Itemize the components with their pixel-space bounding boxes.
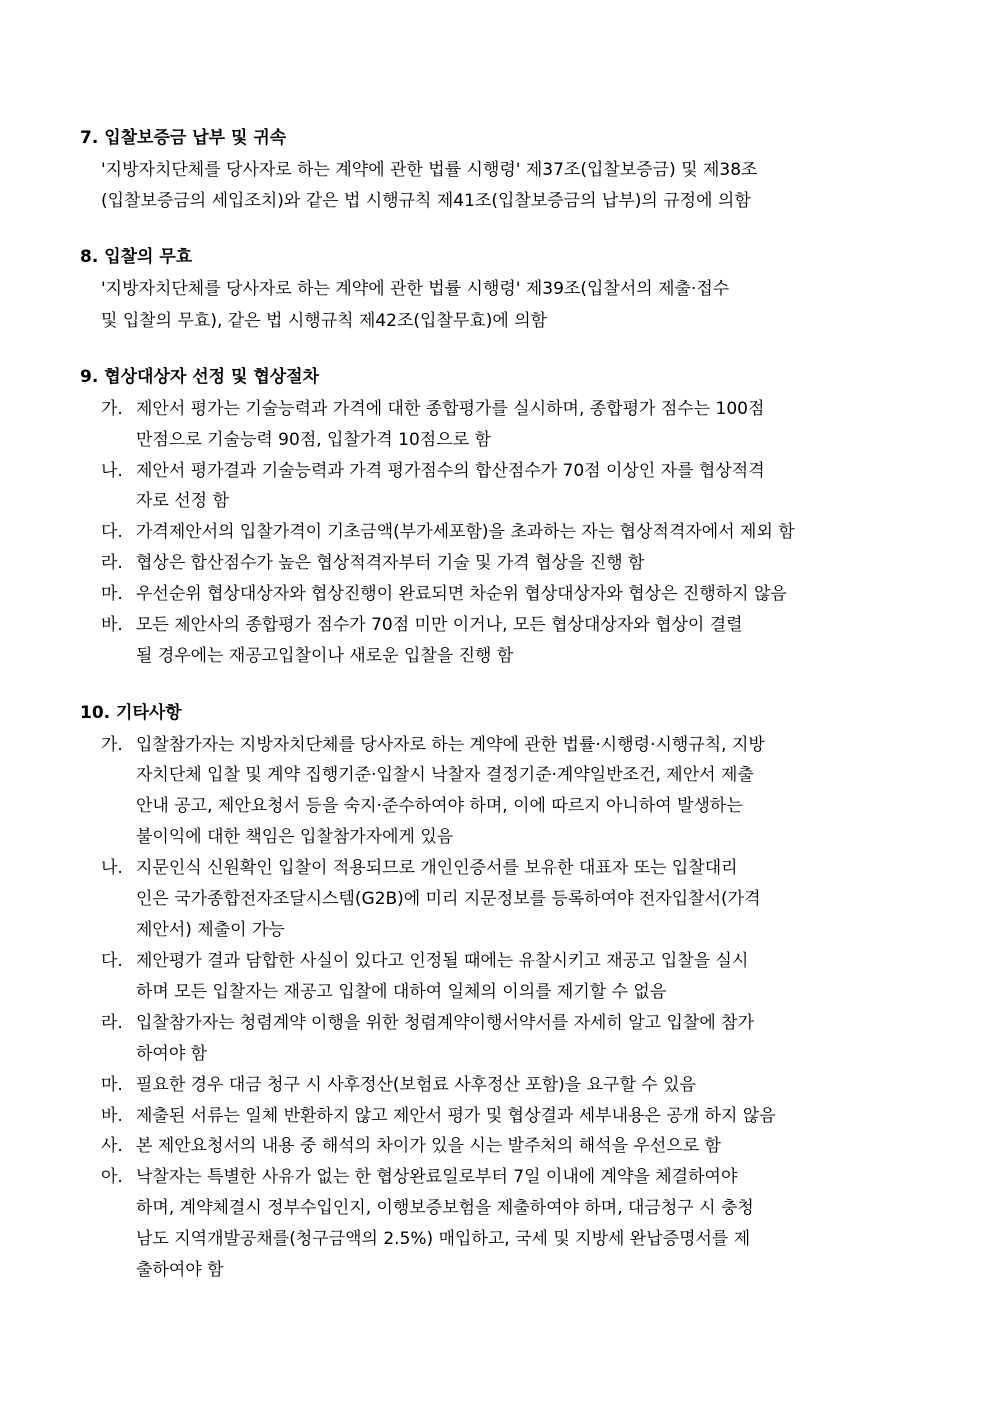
section-10-item-1-line-2: 자치단체 입찰 및 계약 집행기준·입찰시 낙찰자 결정기준·계약일반조건, 제안서 제출 [136, 765, 754, 785]
section-10-item-2-line-3: 제안서) 제출이 가능 [136, 920, 285, 940]
section-9-item-3-label: 다. [101, 522, 123, 542]
section-10-item-5-line-1: 필요한 경우 대금 청구 시 사후정산(보험료 사후정산 포함)을 요구할 수 있음 [136, 1075, 696, 1095]
section-10-item-1-line-3: 안내 공고, 제안요청서 등을 숙지·준수하여야 하며, 이에 따르지 아니하여 발생하는 [136, 796, 743, 816]
section-10-item-2-line-2: 인은 국가종합전자조달시스템(G2B)에 미리 지문정보를 등록하여야 전자입찰서(가격 [136, 889, 761, 909]
section-10-item-3-label: 다. [101, 951, 123, 971]
section-7-line-2: (입찰보증금의 세입조치)와 같은 법 시행규칙 제41조(입찰보증금의 납부)의 규정에 의함 [101, 191, 751, 211]
section-10-item-4-line-2: 하여야 함 [136, 1044, 208, 1064]
section-8-line-1: '지방자치단체를 당사자로 하는 계약에 관한 법률 시행령' 제39조(입찰서의 제출·접수 [101, 279, 730, 299]
section-10-item-8-line-3: 남도 지역개발공채를(청구금액의 2.5%) 매입하고, 국세 및 지방세 완납증명서를 제 [136, 1229, 751, 1249]
section-10-item-1-line-1: 입찰참가자는 지방자치단체를 당사자로 하는 계약에 관한 법률·시행령·시행규칙, 지방 [136, 735, 765, 755]
section-9-item-6-line-1: 모든 제안사의 종합평가 점수가 70점 미만 이거나, 모든 협상대상자와 협상이 결렬 [136, 615, 743, 635]
section-10-item-6-label: 바. [101, 1106, 123, 1126]
section-9-item-2-line-1: 제안서 평가결과 기술능력과 가격 평가점수의 합산점수가 70점 이상인 자를 협상적격 [136, 461, 765, 481]
section-9-item-6-line-2: 될 경우에는 재공고입찰이나 새로운 입찰을 진행 함 [136, 646, 514, 666]
section-8-heading: 8. 입찰의 무효 [80, 247, 193, 267]
section-10-item-7-label: 사. [101, 1136, 123, 1156]
section-9-item-2-line-2: 자로 선정 함 [136, 491, 229, 511]
section-10-item-8-line-4: 출하여야 함 [136, 1260, 224, 1280]
section-10-item-8-label: 아. [101, 1167, 123, 1187]
section-10-item-1-line-4: 불이익에 대한 책임은 입찰참가자에게 있음 [136, 827, 454, 847]
section-9-item-1-line-2: 만점으로 기술능력 90점, 입찰가격 10점으로 함 [136, 430, 491, 450]
section-9-item-5-label: 마. [101, 584, 123, 604]
section-10-item-2-label: 나. [101, 858, 123, 878]
section-9-heading: 9. 협상대상자 선정 및 협상절차 [80, 367, 320, 387]
section-9-item-1-line-1: 제안서 평가는 기술능력과 가격에 대한 종합평가를 실시하며, 종합평가 점수는 100점 [136, 399, 765, 419]
section-10-item-5-label: 마. [101, 1075, 123, 1095]
section-10-item-4-line-1: 입찰참가자는 청렴계약 이행을 위한 청렴계약이행서약서를 자세히 알고 입찰에 참가 [136, 1013, 754, 1033]
section-10-item-8-line-1: 낙찰자는 특별한 사유가 없는 한 협상완료일로부터 7일 이내에 계약을 체결하여야 [136, 1167, 738, 1187]
section-9-item-4-line-1: 협상은 합산점수가 높은 협상적격자부터 기술 및 가격 협상을 진행 함 [136, 553, 645, 573]
section-10-item-8-line-2: 하며, 계약체결시 정부수입인지, 이행보증보험을 제출하여야 하며, 대금청구 시 충청 [136, 1198, 754, 1218]
section-10-item-2-line-1: 지문인식 신원확인 입찰이 적용되므로 개인인증서를 보유한 대표자 또는 입찰대리 [136, 858, 738, 878]
section-10-item-1-label: 가. [101, 735, 123, 755]
section-10-item-7-line-1: 본 제안요청서의 내용 중 해석의 차이가 있을 시는 발주처의 해석을 우선으로 함 [136, 1136, 721, 1156]
section-9-item-2-label: 나. [101, 461, 123, 481]
section-9-item-3-line-1: 가격제안서의 입찰가격이 기초금액(부가세포함)을 초과하는 자는 협상적격자에서 제외 함 [136, 522, 795, 542]
section-8-line-2: 및 입찰의 무효), 같은 법 시행규칙 제42조(입찰무효)에 의함 [101, 311, 548, 331]
section-7-line-1: '지방자치단체를 당사자로 하는 계약에 관한 법률 시행령' 제37조(입찰보증금) 및 제38조 [101, 160, 758, 180]
section-10-item-3-line-2: 하며 모든 입찰자는 재공고 입찰에 대하여 일체의 이의를 제기할 수 없음 [136, 982, 667, 1002]
section-10-item-4-label: 라. [101, 1013, 123, 1033]
section-10-item-3-line-1: 제안평가 결과 담합한 사실이 있다고 인정될 때에는 유찰시키고 재공고 입찰을 실시 [136, 951, 749, 971]
section-9-item-5-line-1: 우선순위 협상대상자와 협상진행이 완료되면 차순위 협상대상자와 협상은 진행하지 않음 [136, 584, 787, 604]
section-9-item-4-label: 라. [101, 553, 123, 573]
section-9-item-6-label: 바. [101, 615, 123, 635]
section-10-item-6-line-1: 제출된 서류는 일체 반환하지 않고 제안서 평가 및 협상결과 세부내용은 공개 하지 않음 [136, 1106, 776, 1126]
section-7-heading: 7. 입찰보증금 납부 및 귀속 [80, 128, 287, 148]
section-9-item-1-label: 가. [101, 399, 123, 419]
section-10-heading: 10. 기타사항 [80, 703, 182, 723]
